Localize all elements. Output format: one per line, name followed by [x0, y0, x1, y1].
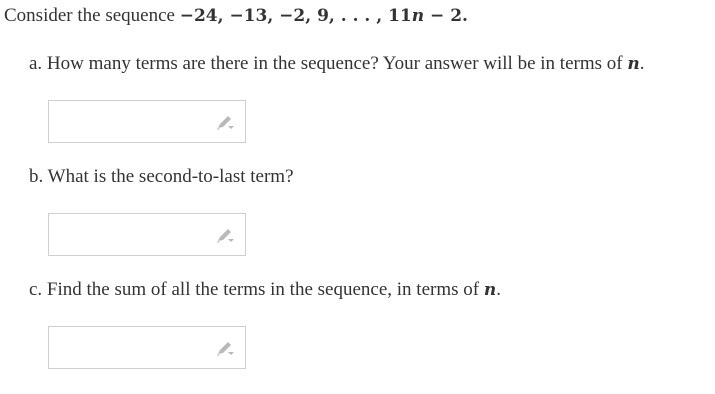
problem-statement [4, 4, 468, 28]
sequence-tail: − 2. [424, 6, 468, 26]
answer-input-b[interactable] [48, 213, 246, 256]
pencil-icon[interactable] [215, 227, 235, 245]
question-c-text: c. Find the sum of all the terms in the sequence, in terms of [29, 279, 484, 300]
question-b-text: b. What is the second-to-last term? [29, 166, 294, 187]
question-a [29, 52, 644, 76]
question-c-end: . [496, 279, 501, 300]
question-a-end: . [639, 53, 645, 74]
question-a-variable: n [627, 54, 640, 74]
question-a-text: a. How many terms are there in the sequence? Your answer will be in terms of [29, 53, 628, 74]
question-c-variable: n [483, 280, 497, 300]
sequence-expression: −24, −13, −2, 9, . . . , 11 [179, 6, 412, 26]
question-c [29, 278, 501, 302]
pencil-icon[interactable] [215, 340, 235, 358]
answer-input-a[interactable] [48, 100, 246, 143]
intro-text: Consider the sequence [4, 5, 180, 26]
question-b [29, 165, 294, 189]
answer-input-c[interactable] [48, 326, 246, 369]
pencil-icon[interactable] [215, 114, 235, 132]
sequence-variable: n [411, 6, 425, 26]
